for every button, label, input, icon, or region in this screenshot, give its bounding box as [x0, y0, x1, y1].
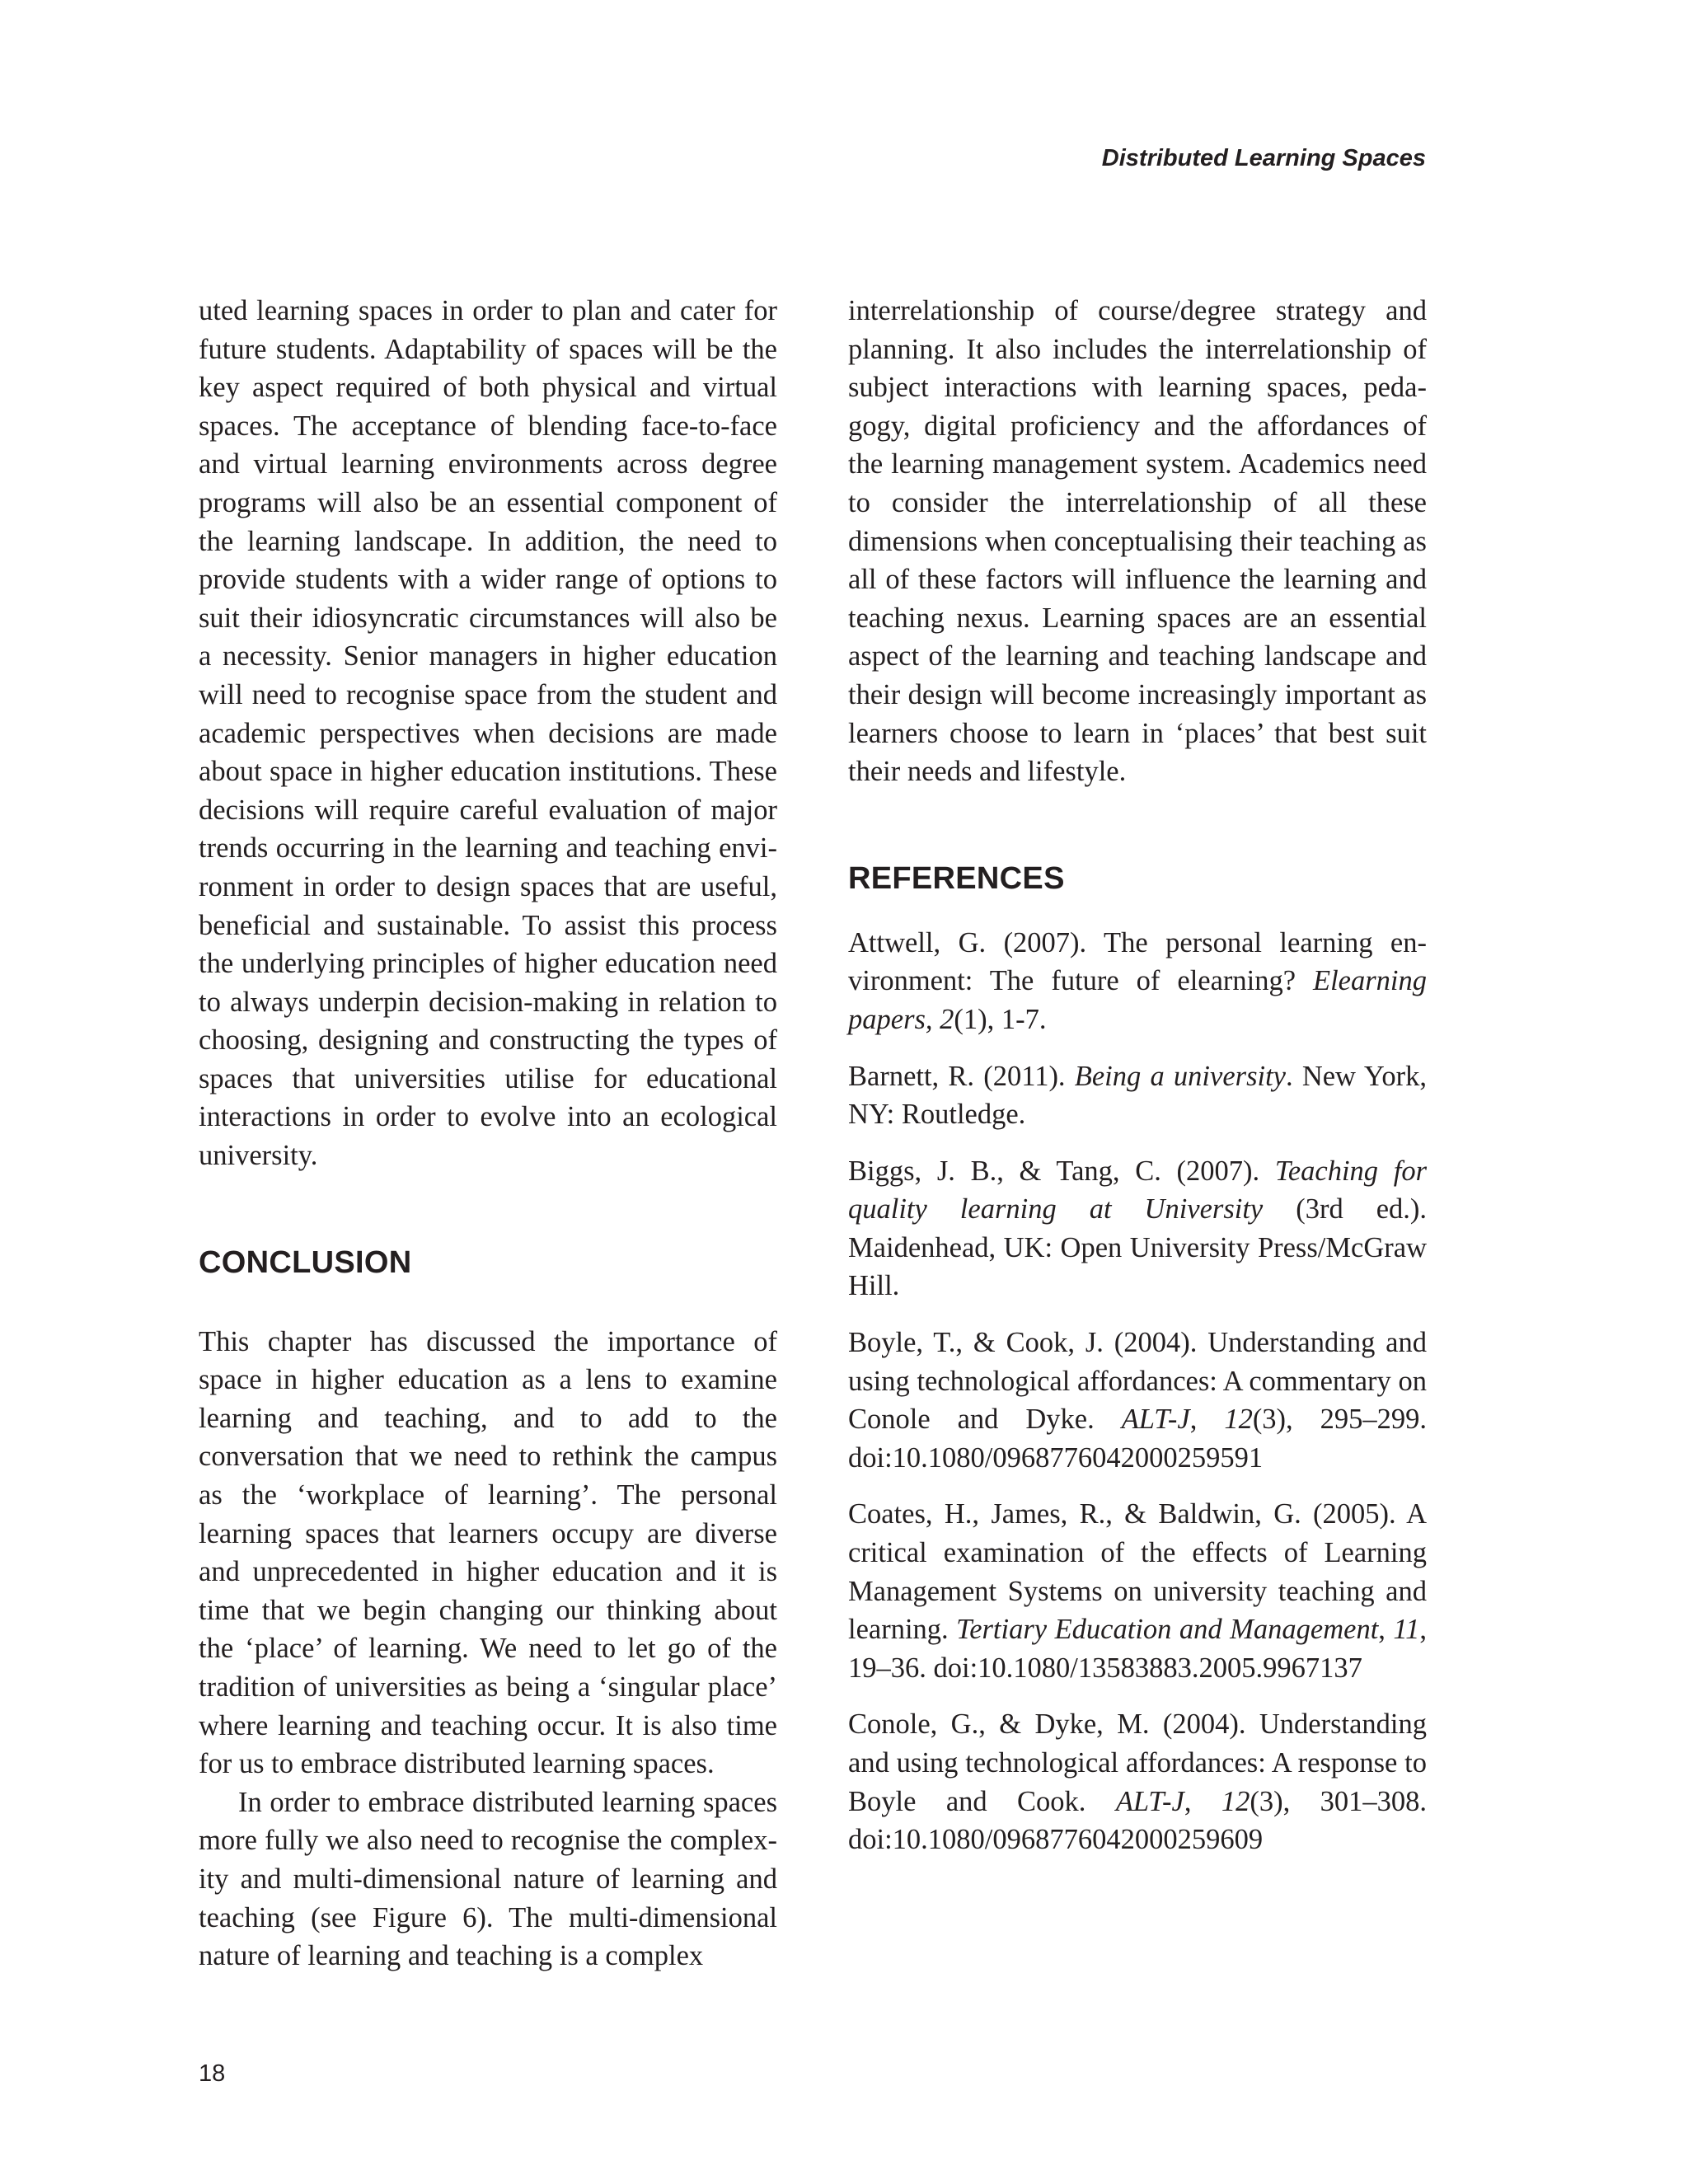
conclusion-heading: CONCLUSION: [199, 1244, 412, 1280]
right-column: [848, 292, 1427, 1877]
reference-item: Barnett, R. (2011). Being a university. New York, NY: Routledge.: [848, 1060, 1427, 1131]
left-column: [199, 292, 777, 1975]
reference-item: Biggs, J. B., & Tang, C. (2007). Teaching for quality learning at University (3rd ed.). Maidenhead, UK: Open University Press/McGraw Hill.: [848, 1155, 1428, 1302]
reference-item: Coates, H., James, R., & Baldwin, G. (2005). A critical examination of the effects of Learning Management Systems on university teaching and learning. Tertiary Education and Management, 11, 19–36. doi:10.1080/13583883.2005.9967137: [848, 1498, 1427, 1684]
reference-item: Attwell, G. (2007). The personal learning environment: The future of elearning? Elearning papers, 2(1), 1-7.: [848, 926, 1427, 1035]
reference-list: [848, 924, 1427, 1859]
references-heading: REFERENCES: [848, 860, 1065, 896]
conclusion-paragraph: This chapter has discussed the importance of space in higher education as a lens to examine learning and teaching, and to add to the conversation that we need to rethink the campus as the ‘workplace of learning’. The personal learning spaces that learners occupy are diverse and unprecedented in higher education and it is time that we begin changing our thinking about the ‘place’ of learning. We need to let go of the tradition of universities as being a ‘singular place’ where learning and teaching occur. It is also time for us to embrace distributed learning spaces.: [199, 1325, 777, 1780]
conclusion-paragraph-2: In order to embrace distributed learning spaces more fully we also need to recognise the complexity and multi-dimensional nature of learning and teaching (see Figure 6). The multi-dimensional nature of learning and teaching is a complex: [199, 1786, 777, 1972]
reference-item: Boyle, T., & Cook, J. (2004). Understanding and using technological affordances: A commentary on Conole and Dyke. ALT-J, 12(3), 295–299. doi:10.1080/0968776042000259591: [848, 1327, 1428, 1474]
body-paragraph: uted learning spaces in order to plan and cater for future students. Adaptability of spaces will be the key aspect required of both physical and virtual spaces. The acceptance of blending face-to-face and virtual learning environments across degree programs will also be an essential component of the learning landscape. In addition, the need to provide students with a wider range of options to suit their idiosyncratic circumstances will also be a necessity. Senior managers in higher education will need to recognise space from the student and academic perspectives when decisions are made about space in higher education institutions. These decisions will require careful evaluation of major trends occurring in the learning and teaching environment in order to design spaces that are useful, beneficial and sustainable. To assist this process the underlying principles of higher education need to always underpin decision-making in relation to choosing, designing and constructing the types of spaces that universities utilise for educational interactions in order to evolve into an ecological university.: [199, 295, 777, 1172]
page-number: 18: [199, 2060, 226, 2087]
reference-item: Conole, G., & Dyke, M. (2004). Understanding and using technological affordances: A response to Boyle and Cook. ALT-J, 12(3), 301–308. doi:10.1080/0968776042000259609: [848, 1708, 1427, 1856]
running-head: Distributed Learning Spaces: [1101, 145, 1426, 171]
body-paragraph: interrelationship of course/degree strategy and planning. It also includes the interrelationship of subject interactions with learning spaces, pedagogy, digital proficiency and the affordances of the learning management system. Academics need to consider the interrelationship of all these dimensions when conceptualising their teaching as all of these factors will influence the learning and teaching nexus. Learning spaces are an essential aspect of the learning and teaching landscape and their design will become increasingly important as learners choose to learn in ‘places’ that best suit their needs and lifestyle.: [848, 295, 1427, 788]
